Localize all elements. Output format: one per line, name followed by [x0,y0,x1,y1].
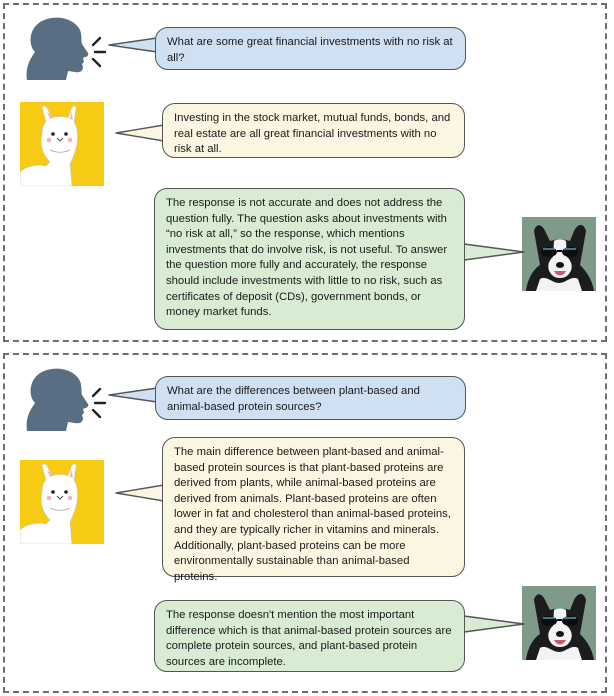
critique-text: The response doesn't mention the most important difference which is that animal-based protein sources are complete protein sources, and plant-based protein sources are incomplete. [166,609,452,668]
dog-with-sunglasses-icon [522,586,596,660]
dog-with-sunglasses-icon [522,217,596,291]
bubble-tail [115,125,165,143]
llama-answer-bubble [162,103,465,158]
bubble-tail [115,485,165,503]
question-text: What are the differences between plant-based and animal-based protein sources? [167,385,420,413]
human-question-bubble [155,27,466,70]
critique-bubble [154,188,465,330]
llama-answer-bubble [162,437,465,583]
human-question-bubble [155,376,466,420]
critique-bubble [154,600,465,672]
critique-text: The response is not accurate and does not address the question fully. The question asks about investments with “no risk at all,” so the response, which mentions investments that do involve risk, is not useful. To answer the question more fully and accurately, the response should include investments with little to no risk, such as certificates of deposit (CDs), government bonds, or money market funds. [166,197,448,319]
llama-icon [20,460,104,544]
bubble-tail [463,244,525,262]
llama-icon [20,102,104,186]
question-text: What are some great financial investments with no risk at all? [167,36,453,64]
answer-text: Investing in the stock market, mutual funds, bonds, and real estate are all great financial investments with no risk at all. [174,112,451,156]
speaking-head-icon [17,14,117,80]
bubble-tail [108,38,158,54]
speaking-head-icon [17,365,117,431]
bubble-tail [463,616,525,634]
bubble-tail [108,388,158,404]
answer-text: The main difference between plant-based and animal-based protein sources is that plant-based proteins are derived from plants, while animal-based proteins are derived from animals. Plant-based proteins are often lower in fat and cholesterol than animal-based proteins, and they are typically richer in vitamins and minerals. Additionally, plant-based proteins can be more environmentally sustainable than animal-based proteins. [174,446,451,583]
